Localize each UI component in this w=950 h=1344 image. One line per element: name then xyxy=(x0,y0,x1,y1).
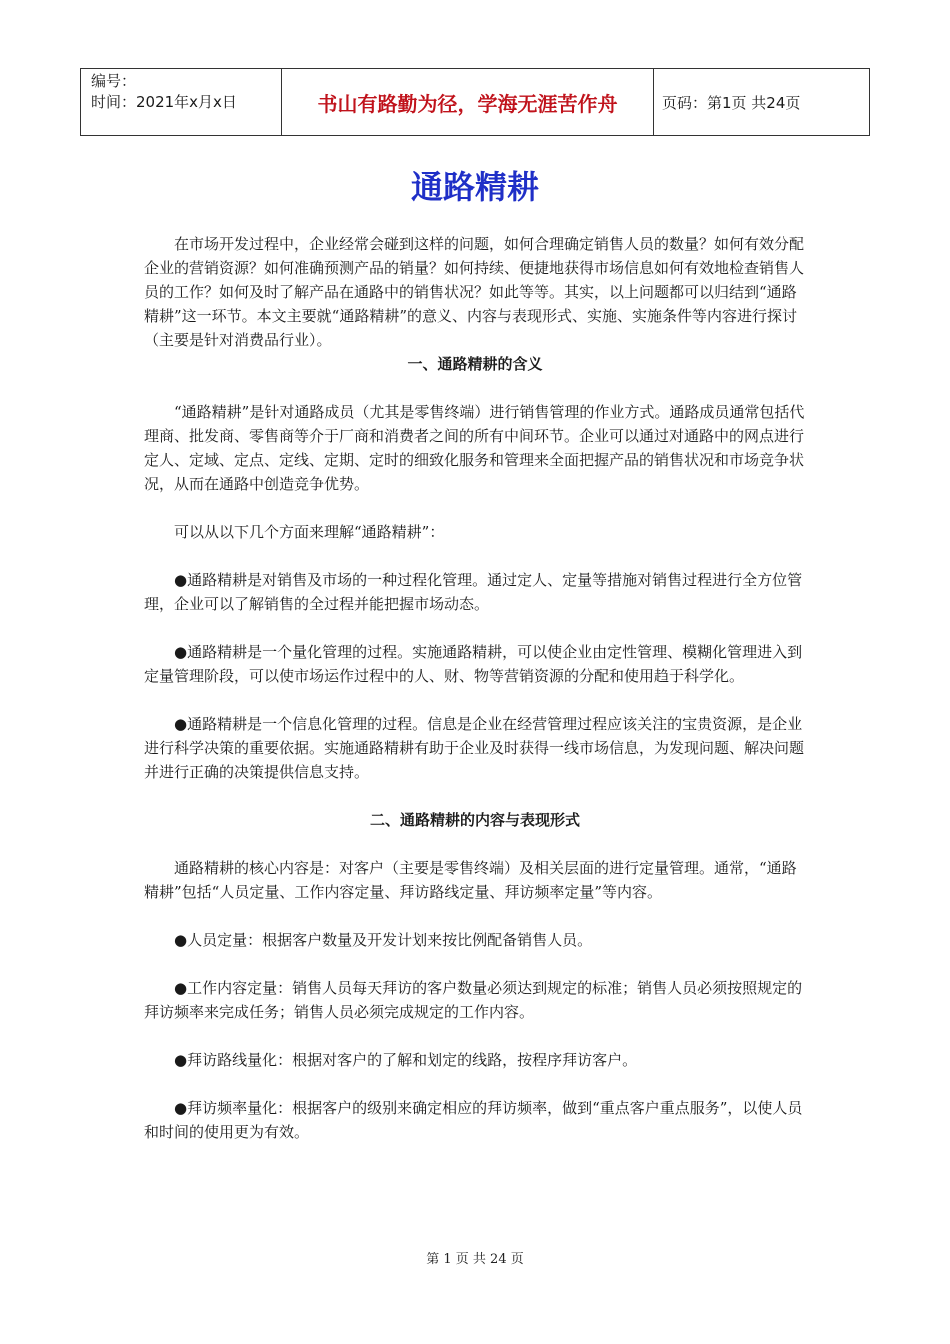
document-number-label: 编号： xyxy=(91,72,137,90)
body-paragraph: 可以从以下几个方面来理解“通路精耕”： xyxy=(174,523,445,541)
section-heading: 一、通路精耕的含义 xyxy=(407,355,543,373)
page-header xyxy=(80,68,870,136)
bullet-paragraph: ●拜访频率量化：根据客户的级别来确定相应的拜访频率，做到“重点客户重点服务”，以使人员和时间的使用更为有效。 xyxy=(144,1099,803,1141)
document-title: 通路精耕 xyxy=(410,168,539,206)
header-meta xyxy=(80,69,282,135)
bullet-paragraph: ●工作内容定量：销售人员每天拜访的客户数量必须达到规定的标准；销售人员必须按照规定的拜访频率来完成任务；销售人员必须完成规定的工作内容。 xyxy=(144,979,803,1021)
intro-paragraph: 在市场开发过程中，企业经常会碰到这样的问题，如何合理确定销售人员的数量？如何有效分配企业的营销资源？如何准确预测产品的销量？如何持续、便捷地获得市场信息如何有效地检查销售人员的工作？如何及时了解产品在通路中的销售状况？如此等等。其实，以上问题都可以归结到“通路精耕”这一环节。本文主要就“通路精耕”的意义、内容与表现形式、实施、实施条件等内容进行探讨（主要是针对消费品行业）。 xyxy=(144,235,805,349)
body-paragraph: “通路精耕”是针对通路成员（尤其是零售终端）进行销售管理的作业方式。通路成员通常包括代理商、批发商、零售商等介于厂商和消费者之间的所有中间环节。企业可以通过对通路中的网点进行定人、定域、定点、定线、定期、定时的细致化服务和管理来全面把握产品的销售状况和市场竞争状况，从而在通路中创造竞争优势。 xyxy=(144,403,805,493)
bullet-paragraph: ●人员定量：根据客户数量及开发计划来按比例配备销售人员。 xyxy=(174,931,593,949)
document-body xyxy=(144,232,806,1144)
page-footer: 第 1 页 共 24 页 xyxy=(426,1252,524,1267)
bullet-paragraph: ●通路精耕是对销售及市场的一种过程化管理。通过定人、定量等措施对销售过程进行全方位管理，企业可以了解销售的全过程并能把握市场动态。 xyxy=(144,571,803,613)
bullet-paragraph: ●通路精耕是一个信息化管理的过程。信息是企业在经营管理过程应该关注的宝贵资源，是企业进行科学决策的重要依据。实施通路精耕有助于企业及时获得一线市场信息，为发现问题、解决问题并进行正确的决策提供信息支持。 xyxy=(144,715,805,781)
header-motto: 书山有路勤为径，学海无涯苦作舟 xyxy=(282,69,654,135)
bullet-paragraph: ●拜访路线量化：根据对客户的了解和划定的线路，按程序拜访客户。 xyxy=(174,1051,638,1069)
document-time-label: 时间：2021年x月x日 xyxy=(91,93,237,111)
section-heading: 二、通路精耕的内容与表现形式 xyxy=(369,811,580,829)
bullet-paragraph: ●通路精耕是一个量化管理的过程。实施通路精耕，可以使企业由定性管理、模糊化管理进入到定量管理阶段，可以使市场运作过程中的人、财、物等营销资源的分配和使用趋于科学化。 xyxy=(144,643,803,685)
body-paragraph: 通路精耕的核心内容是：对客户（主要是零售终端）及相关层面的进行定量管理。通常，“通路精耕”包括“人员定量、工作内容定量、拜访路线定量、拜访频率定量”等内容。 xyxy=(144,859,797,901)
header-page-info: 页码：第1页 共24页 xyxy=(654,69,870,135)
